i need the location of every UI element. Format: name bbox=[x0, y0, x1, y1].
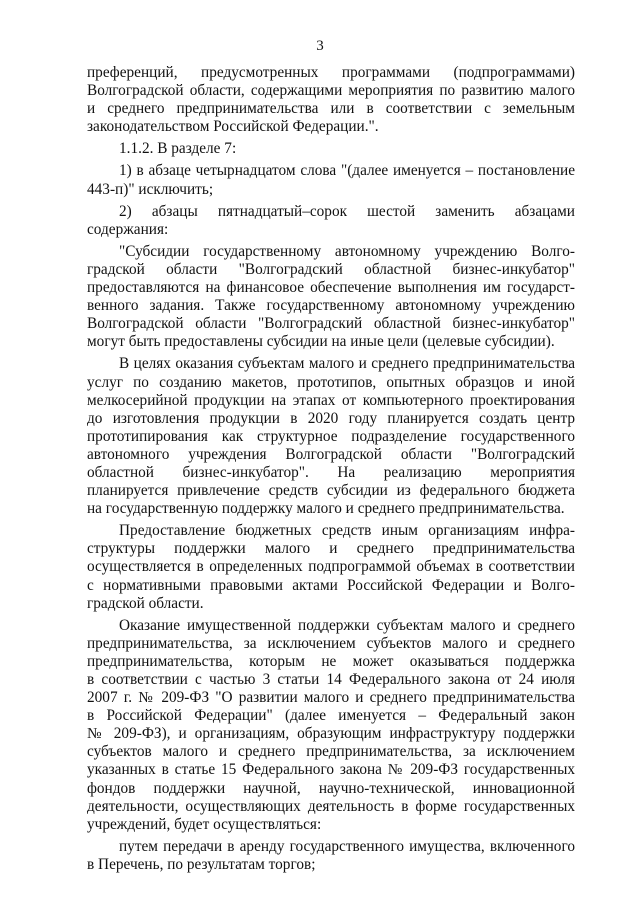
text-line: на государственную поддержку малого и среднего предпринимательства. bbox=[87, 500, 565, 518]
text-line: Волгоградской области "Волгоградский областной бизнес-инкубатор" bbox=[87, 315, 575, 333]
text-line: услуг по созданию макетов, прототипов, опытных образцов и иной bbox=[87, 373, 575, 391]
paragraph bbox=[87, 355, 575, 518]
text-line: субъектов малого и среднего предпринимательства, за исключением bbox=[87, 743, 575, 761]
text-line: структуры поддержки малого и среднего предпринимательства bbox=[87, 540, 575, 558]
text-line: деятельности, осуществляющих деятельность в форме государственных bbox=[87, 797, 575, 815]
text-line: предоставляются на финансовое обеспечение выполнения им государст- bbox=[87, 279, 575, 297]
text-line: в соответствии с частью 3 статьи 14 Федерального закона от 24 июля bbox=[87, 671, 575, 688]
text-line: градской области. bbox=[87, 594, 204, 612]
paragraph bbox=[87, 162, 575, 198]
text-line: путем передачи в аренду государственного имущества, включенного bbox=[119, 837, 575, 855]
text-line: "Субсидии государственному автономному учреждению Волго- bbox=[119, 242, 575, 260]
page-number: 3 bbox=[316, 38, 324, 54]
text-line: автономного учреждения Волгоградской области "Волгоградский bbox=[87, 445, 575, 463]
text-line: 2) абзацы пятнадцатый–сорок шестой заменить абзацами bbox=[119, 202, 575, 220]
text-line: Предоставление бюджетных средств иным организациям инфра- bbox=[119, 522, 575, 540]
text-line: в Перечень, по результатам торгов; bbox=[87, 855, 316, 873]
text-line: градской области "Волгоградский областной бизнес-инкубатор" bbox=[87, 260, 575, 278]
paragraph bbox=[87, 203, 575, 239]
text-line: областной бизнес-инкубатор". На реализацию мероприятия bbox=[87, 463, 575, 481]
text-line: законодательством Российской Федерации.". bbox=[87, 118, 379, 136]
paragraph bbox=[87, 140, 575, 158]
text-line: 443-п)" исключить; bbox=[87, 180, 214, 198]
text-line: и среднего предпринимательства или в соответствии с земельным bbox=[87, 100, 575, 118]
text-line: мелкосерийной продукции на этапах от компьютерного проектирования bbox=[87, 391, 575, 409]
text-line: предпринимательства, за исключением субъектов малого и среднего bbox=[87, 634, 575, 652]
paragraph bbox=[87, 64, 575, 136]
text-line: планируется привлечение средств субсидии из федерального бюджета bbox=[87, 482, 575, 500]
text-line: Волгоградской области, содержащими мероприятия по развитию малого bbox=[87, 82, 575, 100]
text-line: В целях оказания субъектам малого и среднего предпринимательства bbox=[119, 355, 575, 373]
paragraph bbox=[87, 243, 575, 352]
text-line: венного задания. Также государственному автономному учреждению bbox=[87, 297, 575, 315]
text-line: с нормативными правовыми актами Российской Федерации и Волго- bbox=[87, 576, 575, 594]
document-body bbox=[87, 64, 575, 874]
text-line: № 209-ФЗ), и организациям, образующим инфраструктуру поддержки bbox=[87, 725, 575, 743]
text-line: предпринимательства, которым не может оказываться поддержка bbox=[87, 652, 575, 670]
text-line: преференций, предусмотренных программами (подпрограммами) bbox=[87, 64, 575, 81]
text-line: в Российской Федерации" (далее именуется – Федеральный закон bbox=[87, 707, 575, 725]
text-line: могут быть предоставлены субсидии на иные цели (целевые субсидии). bbox=[87, 333, 555, 351]
paragraph bbox=[87, 617, 575, 834]
text-line: содержания: bbox=[87, 220, 169, 238]
text-line: до изготовления продукции в 2020 году планируется создать центр bbox=[87, 409, 575, 427]
text-line: Оказание имущественной поддержки субъектам малого и среднего bbox=[119, 616, 575, 634]
text-line: 1) в абзаце четырнадцатом слова "(далее именуется – постановление bbox=[119, 162, 575, 180]
paragraph bbox=[87, 522, 575, 612]
text-line: 2007 г. № 209-ФЗ "О развитии малого и среднего предпринимательства bbox=[87, 689, 575, 707]
text-line: прототипирования как структурное подразделение государственного bbox=[87, 427, 575, 445]
text-line: фондов поддержки научной, научно-технической, инновационной bbox=[87, 779, 575, 797]
text-line: учреждений, будет осуществляться: bbox=[87, 815, 322, 833]
text-line: 1.1.2. В разделе 7: bbox=[119, 140, 237, 158]
paragraph bbox=[87, 838, 575, 874]
text-line: указанных в статье 15 Федерального закона № 209-ФЗ государственных bbox=[87, 761, 575, 779]
text-line: осуществляется в определенных подпрограммой объемах в соответствии bbox=[87, 558, 575, 576]
